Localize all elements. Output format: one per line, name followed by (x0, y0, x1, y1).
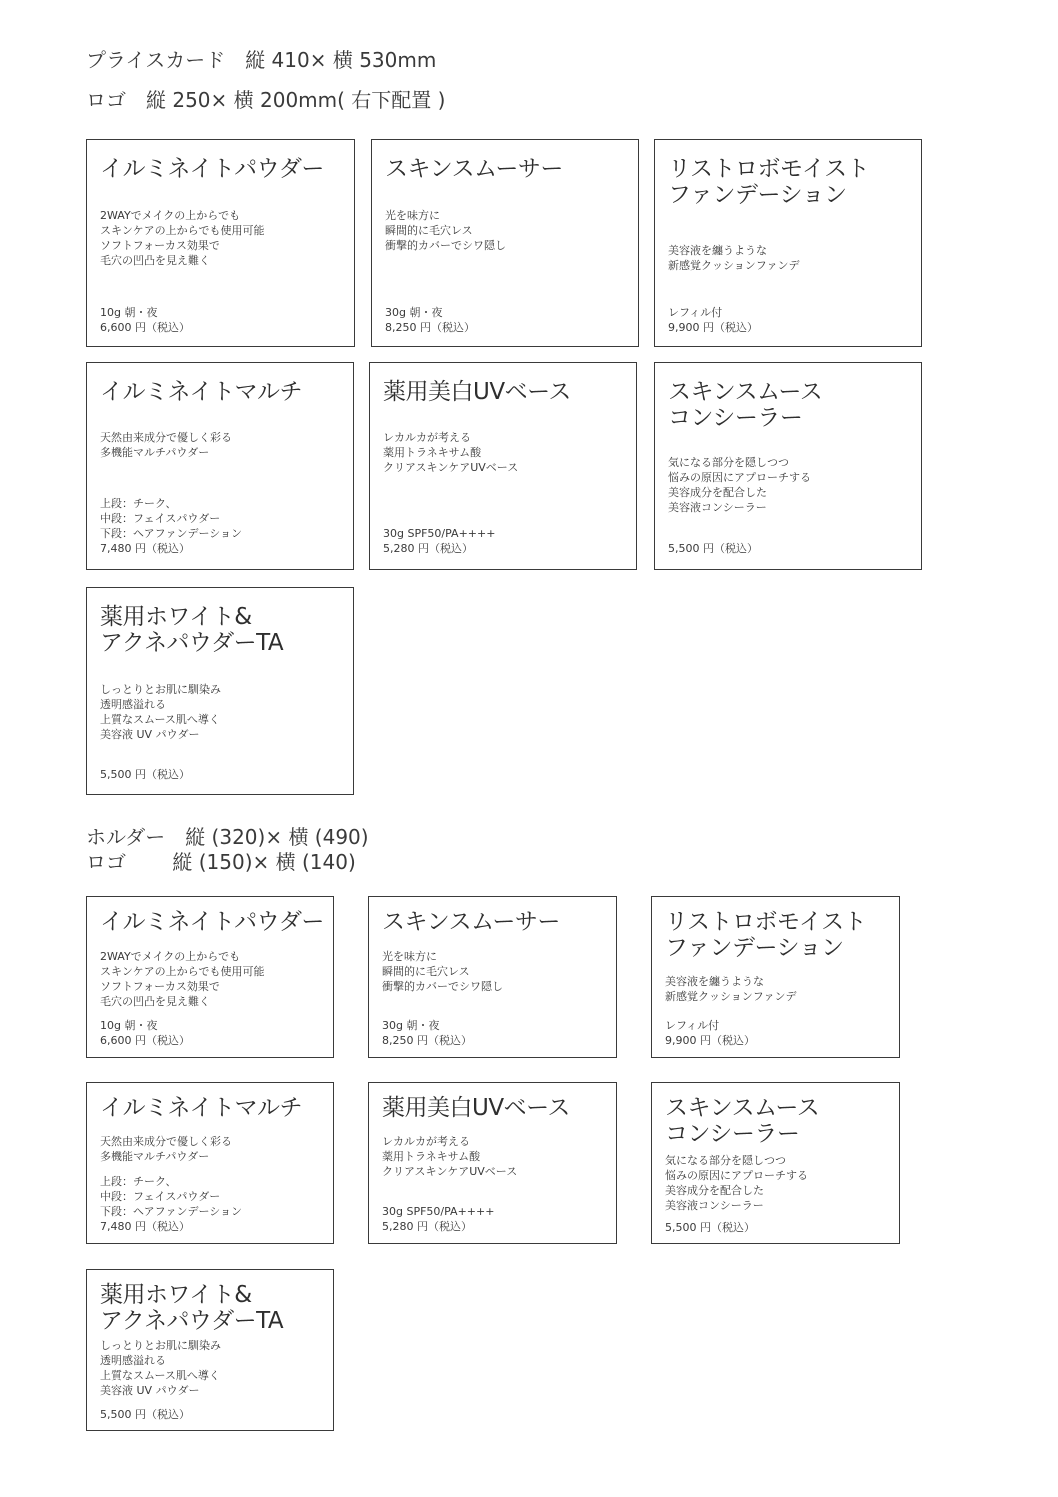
product-name: スキンスムース コンシーラー (665, 1095, 820, 1147)
product-spec: 10g 朝・夜 (100, 306, 158, 319)
product-description: レカルカが考える 薬用トラネキサム酸 クリアスキンケアUVベース (382, 1135, 518, 1178)
product-description: 光を味方に 瞬間的に毛穴レス 衝撃的カバーでシワ隠し (382, 950, 503, 993)
product-spec: 上段：チーク、 中段：フェイスパウダー 下段：ヘアファンデーション (100, 497, 243, 540)
product-spec: レフィル付 (668, 306, 723, 319)
product-name: スキンスムース コンシーラー (668, 379, 823, 431)
holder-card (86, 1269, 334, 1431)
product-spec: 30g SPF50/PA++++ (383, 527, 496, 540)
product-price: 5,280 円（税込） (383, 542, 473, 555)
product-description: 美容液を纏うような 新感覚クッションファンデ (668, 244, 800, 272)
product-name: イルミネイトマルチ (100, 379, 303, 405)
price-card (86, 362, 354, 570)
product-name: リストロボモイスト ファンデーション (665, 909, 867, 961)
section1-title-line2: ロゴ 縦 250× 横 200mm( 右下配置 ) (86, 88, 446, 112)
product-name: イルミネイトマルチ (100, 1095, 303, 1121)
product-price: 5,500 円（税込） (100, 1408, 190, 1421)
product-description: 気になる部分を隠しつつ 悩みの原因にアプローチする 美容成分を配合した 美容液コンシーラー (668, 456, 811, 514)
holder-card (651, 1082, 900, 1244)
product-description: 2WAYでメイクの上からでも スキンケアの上からでも使用可能 ソフトフォーカス効果で 毛穴の凹凸を見え難く (100, 209, 265, 267)
product-spec: 30g 朝・夜 (382, 1019, 440, 1032)
holder-card (368, 896, 617, 1058)
holder-card (368, 1082, 617, 1244)
price-card (369, 362, 637, 570)
product-spec: 30g 朝・夜 (385, 306, 443, 319)
product-name: 薬用ホワイト& アクネパウダーTA (100, 604, 284, 656)
product-spec: 10g 朝・夜 (100, 1019, 158, 1032)
product-name: イルミネイトパウダー (100, 156, 324, 182)
product-price: 5,280 円（税込） (382, 1220, 472, 1233)
section2-title-line2: ロゴ 縦 (150)× 横 (140) (86, 850, 356, 874)
product-description: しっとりとお肌に馴染み 透明感溢れる 上質なスムース肌へ導く 美容液 UV パウダー (100, 683, 221, 741)
product-description: しっとりとお肌に馴染み 透明感溢れる 上質なスムース肌へ導く 美容液 UV パウダー (100, 1339, 221, 1397)
product-price: 8,250 円（税込） (385, 321, 475, 334)
product-description: レカルカが考える 薬用トラネキサム酸 クリアスキンケアUVベース (383, 431, 519, 474)
product-name: 薬用ホワイト& アクネパウダーTA (100, 1282, 284, 1334)
product-description: 天然由来成分で優しく彩る 多機能マルチパウダー (100, 431, 232, 459)
product-price: 7,480 円（税込） (100, 1220, 190, 1233)
product-price: 5,500 円（税込） (665, 1221, 755, 1234)
price-card (654, 139, 922, 347)
product-price: 6,600 円（税込） (100, 1034, 190, 1047)
product-price: 6,600 円（税込） (100, 321, 190, 334)
product-description: 天然由来成分で優しく彩る 多機能マルチパウダー (100, 1135, 232, 1163)
product-price: 7,480 円（税込） (100, 542, 190, 555)
product-description: 光を味方に 瞬間的に毛穴レス 衝撃的カバーでシワ隠し (385, 209, 506, 252)
price-card (86, 139, 355, 347)
product-description: 気になる部分を隠しつつ 悩みの原因にアプローチする 美容成分を配合した 美容液コンシーラー (665, 1154, 808, 1212)
product-name: イルミネイトパウダー (100, 909, 324, 935)
product-price: 8,250 円（税込） (382, 1034, 472, 1047)
product-spec: レフィル付 (665, 1019, 720, 1032)
holder-card (86, 896, 334, 1058)
product-description: 美容液を纏うような 新感覚クッションファンデ (665, 975, 797, 1003)
product-spec: 30g SPF50/PA++++ (382, 1205, 495, 1218)
product-price: 9,900 円（税込） (668, 321, 758, 334)
product-price: 5,500 円（税込） (100, 768, 190, 781)
product-name: スキンスムーサー (382, 909, 560, 935)
section1-title-line1: プライスカード 縦 410× 横 530mm (86, 48, 437, 72)
product-description: 2WAYでメイクの上からでも スキンケアの上からでも使用可能 ソフトフォーカス効果で 毛穴の凹凸を見え難く (100, 950, 265, 1008)
product-name: スキンスムーサー (385, 156, 563, 182)
product-name: 薬用美白UVベース (383, 379, 571, 405)
product-spec: 上段：チーク、 中段：フェイスパウダー 下段：ヘアファンデーション (100, 1175, 243, 1218)
product-name: 薬用美白UVベース (382, 1095, 570, 1121)
holder-card (86, 1082, 334, 1244)
product-price: 9,900 円（税込） (665, 1034, 755, 1047)
product-name: リストロボモイスト ファンデーション (668, 156, 870, 208)
section2-title-line1: ホルダー 縦 (320)× 横 (490) (86, 825, 369, 849)
price-card (86, 587, 354, 795)
price-card (654, 362, 922, 570)
product-price: 5,500 円（税込） (668, 542, 758, 555)
holder-card (651, 896, 900, 1058)
price-card (371, 139, 639, 347)
